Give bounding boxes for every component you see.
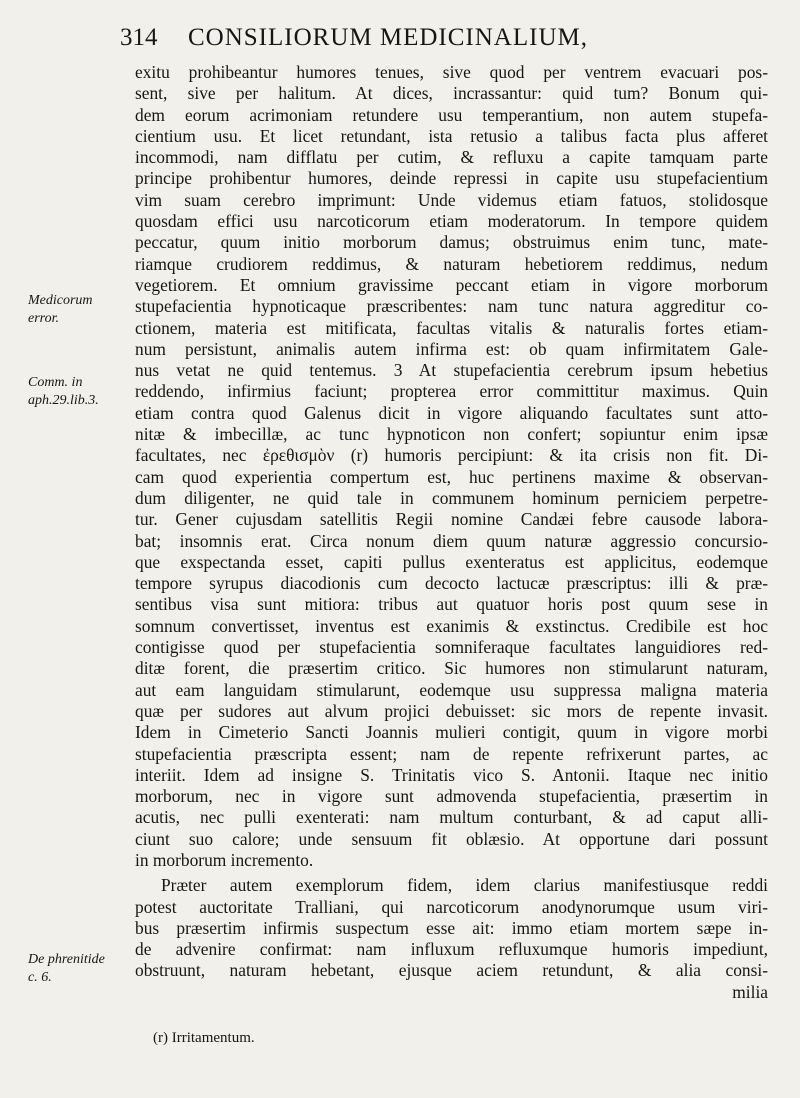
text-line: obstruunt, naturam hebetant, ejusque aciem retundunt, & alia consi-	[135, 960, 768, 981]
text-line: contigisse quod per stupefacientia somniferaque facultates languidiores red-	[135, 637, 768, 658]
text-line: ctionem, materia est mitificata, facultas vitalis & naturalis fortes etiam-	[135, 317, 768, 338]
text-line: incommodi, nam difflatu per cutim, & refluxu a capite tamquam parte	[135, 147, 768, 168]
text-line: sent, sive per halitum. At dices, incrassantur: quid tum? Bonum qui-	[135, 83, 768, 104]
margin-note-line: error.	[28, 311, 59, 326]
text-line: peccatur, quum initio morborum damus; obstruimus enim tunc, mate-	[135, 232, 768, 253]
text-line: vegetiorem. Et omnium gravissime peccant etiam in vigore morborum	[135, 274, 768, 295]
footnote: (r) Irritamentum.	[153, 1030, 255, 1046]
text-line: sentibus visa sunt mitiora: tribus aut quatuor horis post quum sese in	[135, 594, 768, 615]
text-line: aut eam languidam stimularunt, eodemque usu suppressa maligna materia	[135, 679, 768, 700]
text-line: nitæ & imbecillæ, ac tunc hypnoticon non confert; sopiuntur enim ipsæ	[135, 424, 768, 445]
text-line: quæ per sudores aut alvum projici debuisset: sic mors de repente invasit.	[135, 700, 768, 721]
text-line: ciunt suo calore; unde sensuum fit oblæsio. At opportune dari possunt	[135, 828, 768, 849]
text-line: bus præsertim infirmis suspectum esse ait: immo etiam mortem sæpe in-	[135, 917, 768, 938]
text-line: exitu prohibeantur humores tenues, sive quod per ventrem evacuari pos-	[135, 62, 768, 82]
text-line: num persistunt, animalis autem infirma est: ob quam infirmitatem Gale-	[135, 338, 768, 359]
text-line: cientium usu. Et licet retundant, ista retusio a talibus facta plus afferet	[135, 125, 768, 146]
text-line: stupefacientia præscripta essent; nam de repente refrixerunt partes, ac	[135, 743, 768, 764]
running-title: CONSILIORUM MEDICINALIUM,	[188, 24, 588, 51]
text-line: ditæ forent, die præsertim critico. Sic humores non stimularunt naturam,	[135, 658, 768, 679]
text-line: morborum, nec in vigore sunt admovenda stupefacientia, præsertim in	[135, 786, 768, 807]
text-line: acutis, nec pulli exenterati: nam multum conturbant, & ad caput alli-	[135, 807, 768, 828]
text-line: bat; insomnis erat. Circa nonum diem quum naturæ aggressio concursio-	[135, 530, 768, 551]
text-line: tur. Gener cujusdam satellitis Regii nomine Candæi febre causode labora-	[135, 509, 768, 530]
text-line: milia	[732, 981, 768, 1002]
margin-note-comm-in-aph	[28, 374, 130, 410]
show-through-text	[0, 60, 130, 74]
margin-note-medicorum-error	[28, 292, 130, 328]
page-number: 314	[120, 24, 158, 51]
margin-note-line: De phrenitide	[28, 952, 105, 967]
text-line: facultates, nec ἐρεθισμὸν (r) humoris percipiunt: & ita crisis non fit. Di-	[135, 445, 768, 466]
text-line: cam quod experientia compertum est, huc pertinens maxime & observan-	[135, 466, 768, 487]
margin-note-de-phrenitide	[28, 951, 130, 987]
text-line: dem eorum acrimoniam retundere usu temperantium, non autem stupefa-	[135, 104, 768, 125]
text-line: de advenire confirmat: nam influxum refluxumque humoris impediunt,	[135, 939, 768, 960]
text-line: nus vetat ne quid tentemus. 3 At stupefacientia cerebrum ipsum hebetius	[135, 360, 768, 381]
text-line: reddendo, infirmius faciunt; propterea error committitur maximus. Quin	[135, 381, 768, 402]
margin-note-line: Comm. in	[28, 375, 83, 390]
text-line: vim suam cerebro imprimunt: Unde videmus etiam fatuos, stolidosque	[135, 189, 768, 210]
margin-note-line: aph.29.lib.3.	[28, 393, 99, 408]
text-line: Præter autem exemplorum fidem, idem clarius manifestiusque reddi	[161, 875, 768, 896]
margin-note-line: Medicorum	[28, 293, 93, 308]
text-line: etiam contra quod Galenus dicit in vigore aliquando facultates sunt atto-	[135, 402, 768, 423]
text-line: somnum convertisset, inventus est exanimis & exstinctus. Credibile est hoc	[135, 615, 768, 636]
text-line: in morborum incremento.	[135, 849, 314, 870]
text-line: interiit. Idem ad insigne S. Trinitatis vico S. Antonii. Itaque nec initio	[135, 764, 768, 785]
text-line: principe prohibentur humores, deinde repressi in capite usu stupefacientium	[135, 168, 768, 189]
text-line: riamque crudiorem reddimus, & naturam hebetiorem reddimus, nedum	[135, 253, 768, 274]
text-line: quosdam effici usu narcoticorum etiam moderatorum. In tempore quidem	[135, 211, 768, 232]
margin-note-line: c. 6.	[28, 970, 52, 985]
text-line: dum diligenter, ne quid tale in communem hominum perniciem perpetre-	[135, 487, 768, 508]
page-header	[120, 22, 780, 54]
text-line: potest auctoritate Tralliani, qui narcoticorum anodynorumque usum viri-	[135, 896, 768, 917]
text-line: que exspectanda esset, capiti pullus exenteratus est applicitus, eodemque	[135, 551, 768, 572]
text-line: stupefacientia hypnoticaque præscribentes: nam tunc natura aggreditur co-	[135, 296, 768, 317]
body-text	[135, 62, 768, 1003]
text-line: tempore syrupus diacodionis cum decocto lactucæ præscriptus: illi & præ-	[135, 573, 768, 594]
text-line: Idem in Cimeterio Sancti Joannis mulieri contigit, quum in vigore morbi	[135, 722, 768, 743]
